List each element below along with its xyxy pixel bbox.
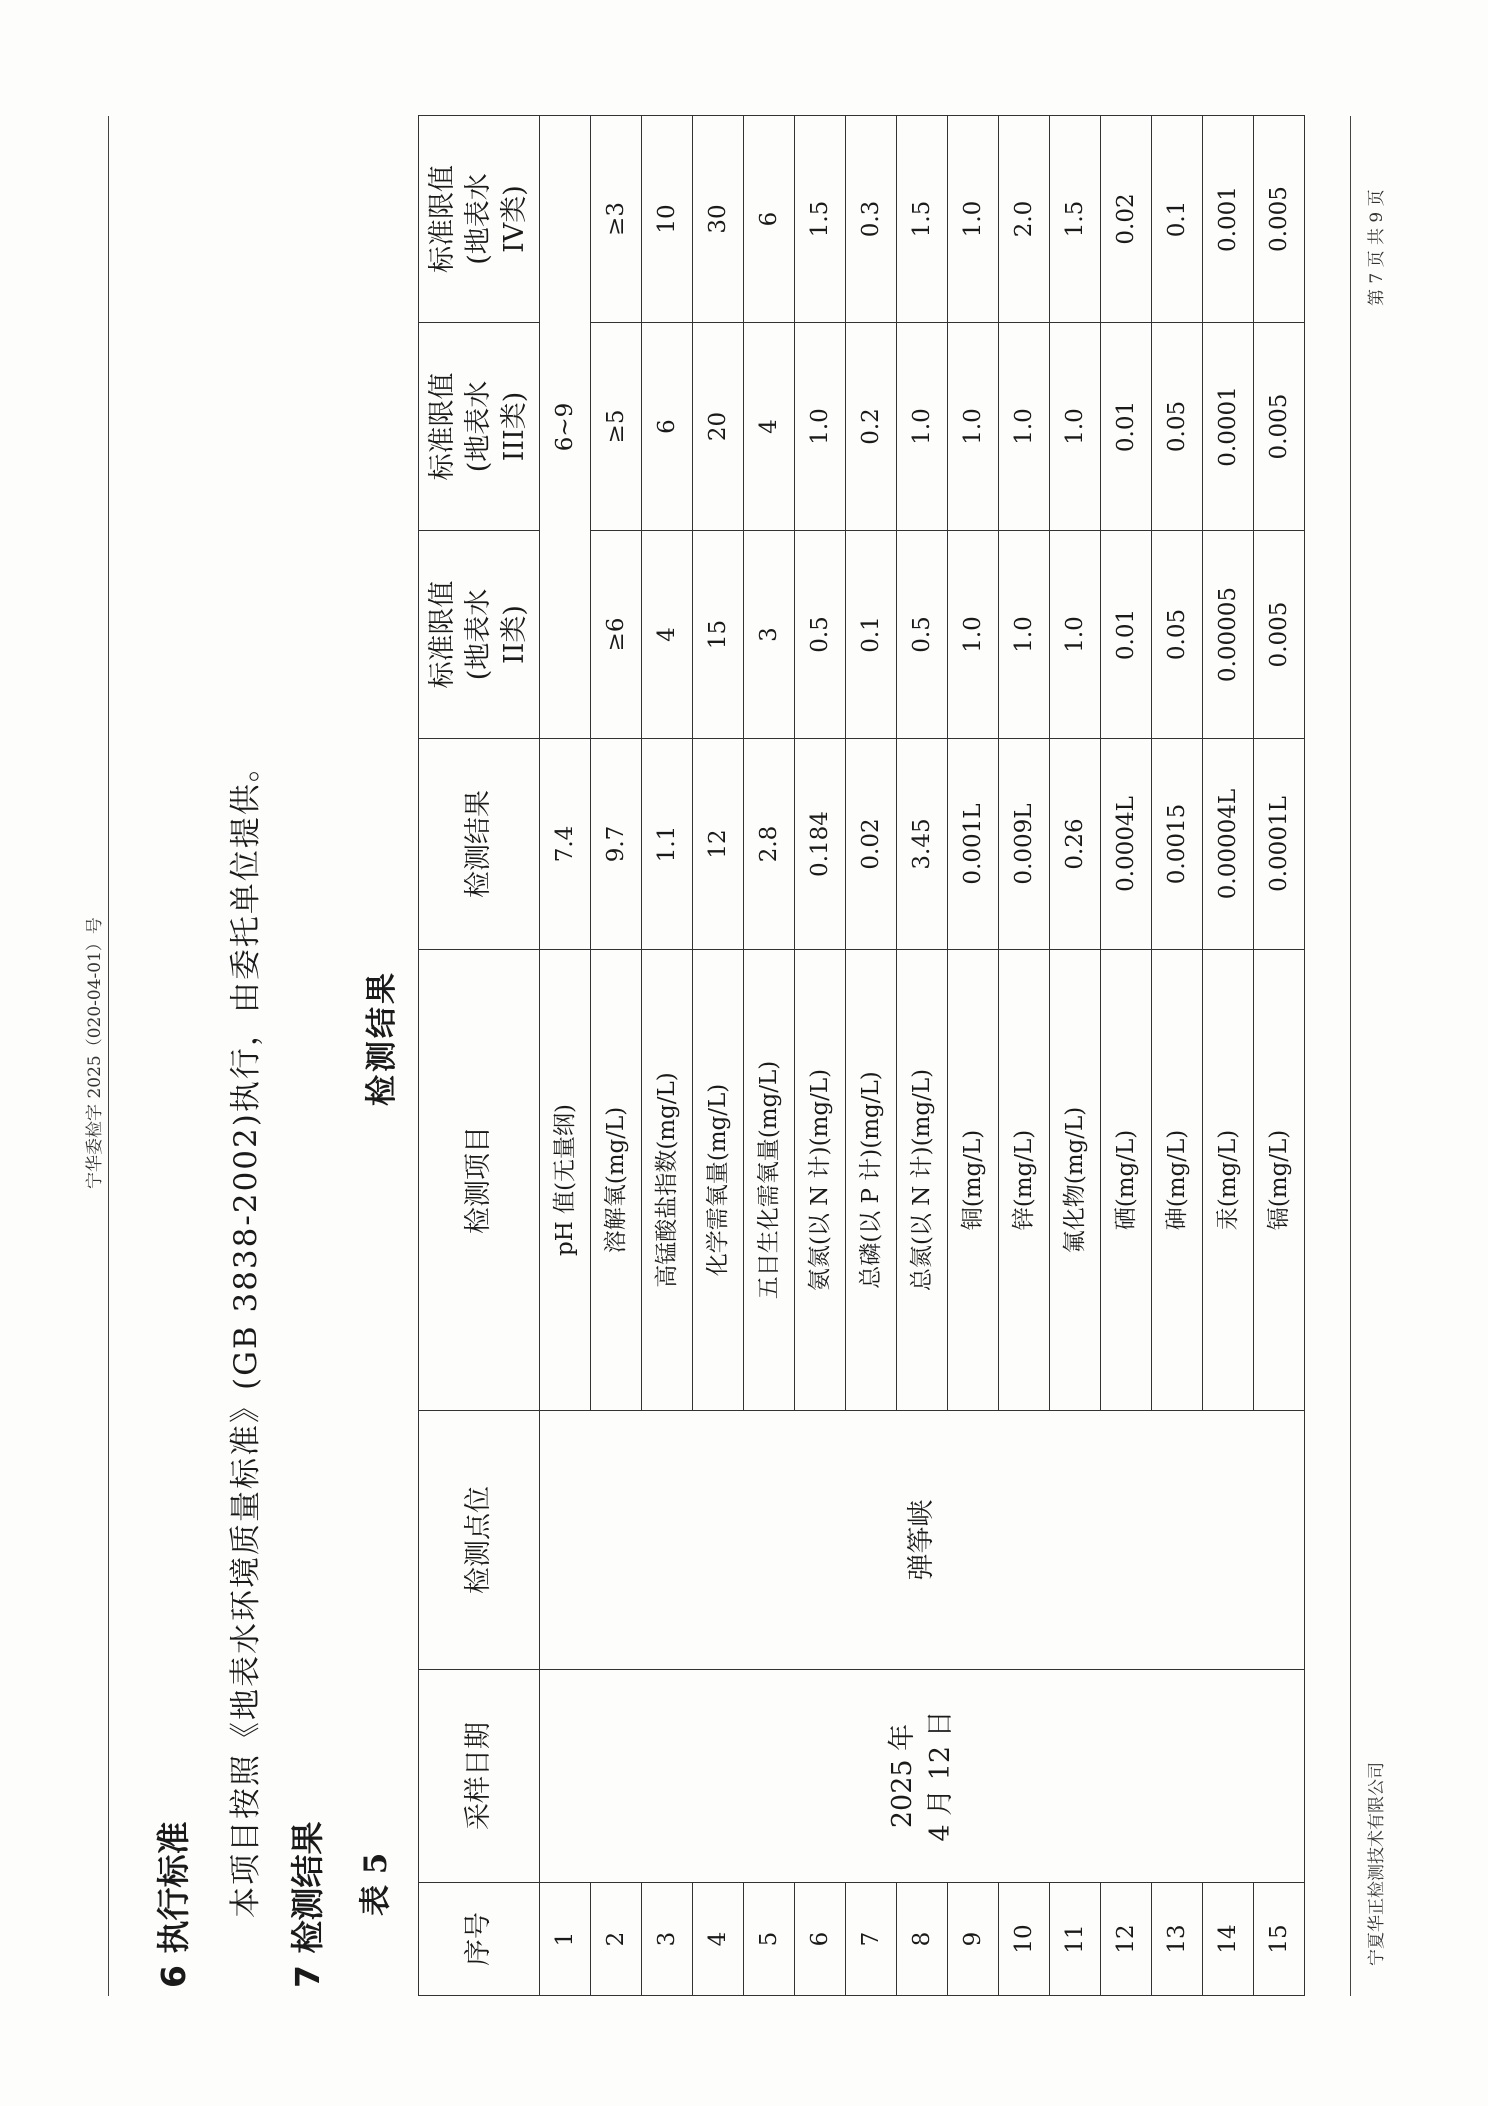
col-header-result: 检测结果: [419, 739, 540, 950]
limit-class-ii: 15: [693, 531, 744, 739]
test-item: 氨氮(以 N 计)(mg/L): [795, 950, 846, 1411]
sampling-point: 弹筝峡: [540, 1411, 1305, 1670]
document-number: 宁华委检字 2025（020-04-01）号: [85, 917, 105, 1189]
limit-class-ii: 0.1: [846, 531, 897, 739]
row-number: 6: [795, 1883, 846, 1996]
test-item: 硒(mg/L): [1101, 950, 1152, 1411]
limit-class-iii: 20: [693, 323, 744, 531]
table-title: 检测结果: [364, 970, 400, 1106]
test-result: 3.45: [897, 739, 948, 950]
limit-class-iv: 10: [642, 116, 693, 323]
limit-class-iv: 2.0: [999, 116, 1050, 323]
test-item: 铜(mg/L): [948, 950, 999, 1411]
limit-class-iii: 0.2: [846, 323, 897, 531]
test-result: 0.02: [846, 739, 897, 950]
limit-class-ii: 3: [744, 531, 795, 739]
footer-page-number: 第 7 页 共 9 页: [1367, 189, 1387, 306]
row-number: 11: [1050, 1883, 1101, 1996]
limit-class-ii: 1.0: [948, 531, 999, 739]
table-row: [540, 116, 591, 1996]
test-result: 1.1: [642, 739, 693, 950]
limit-class-iii: 1.0: [948, 323, 999, 531]
row-number: 8: [897, 1883, 948, 1996]
test-result: 0.184: [795, 739, 846, 950]
section-6-heading: 6 执行标准: [154, 1821, 193, 1988]
results-table: [418, 115, 1305, 1996]
limit-class-iv: 0.3: [846, 116, 897, 323]
limit-class-iii: 1.0: [1050, 323, 1101, 531]
table-body: [540, 116, 1305, 1996]
col-header-no: 序号: [419, 1883, 540, 1996]
row-number: 3: [642, 1883, 693, 1996]
test-item: 锌(mg/L): [999, 950, 1050, 1411]
test-item: 总氮(以 N 计)(mg/L): [897, 950, 948, 1411]
limit-class-ii: 0.00005: [1203, 531, 1254, 739]
limit-class-iv: 0.02: [1101, 116, 1152, 323]
limit-class-iii: 1.0: [897, 323, 948, 531]
table-label: 表 5: [358, 1852, 394, 1916]
section-7-heading: 7 检测结果: [288, 1821, 327, 1988]
test-result: 0.0004L: [1101, 739, 1152, 950]
limit-class-iv: 0.1: [1152, 116, 1203, 323]
row-number: 7: [846, 1883, 897, 1996]
table-header-row: [419, 116, 540, 1996]
limit-class-ii: 0.05: [1152, 531, 1203, 739]
test-item: 五日生化需氧量(mg/L): [744, 950, 795, 1411]
limit-class-iv: 1.0: [948, 116, 999, 323]
limit-class-ii: 1.0: [1050, 531, 1101, 739]
test-result: 0.0015: [1152, 739, 1203, 950]
test-item: 汞(mg/L): [1203, 950, 1254, 1411]
limit-class-iv: 1.5: [795, 116, 846, 323]
limit-class-ii: 0.5: [897, 531, 948, 739]
row-number: 5: [744, 1883, 795, 1996]
row-number: 10: [999, 1883, 1050, 1996]
limit-class-ii: 0.005: [1254, 531, 1305, 739]
limit-class-ii: 0.01: [1101, 531, 1152, 739]
limit-class-iii: 0.01: [1101, 323, 1152, 531]
test-result: 12: [693, 739, 744, 950]
row-number: 4: [693, 1883, 744, 1996]
section-6-text: 本项目按照《地表水环境质量标准》(GB 3838-2002)执行，由委托单位提供。: [228, 749, 264, 1918]
col-header-item: 检测项目: [419, 950, 540, 1411]
col-header-class-iv: 标准限值 (地表水 IV类): [419, 116, 540, 323]
row-number: 9: [948, 1883, 999, 1996]
footer-rule: [1350, 116, 1351, 1996]
test-result: 2.8: [744, 739, 795, 950]
footer-company: 宁夏华正检测技术有限公司: [1367, 1762, 1387, 1966]
test-item: 总磷(以 P 计)(mg/L): [846, 950, 897, 1411]
test-result: 9.7: [591, 739, 642, 950]
test-item: 高锰酸盐指数(mg/L): [642, 950, 693, 1411]
limit-class-iv: 1.5: [1050, 116, 1101, 323]
col-header-class-ii: 标准限值 (地表水 II类): [419, 531, 540, 739]
ph-standard-range: 6~9: [540, 116, 591, 739]
limit-class-ii: 1.0: [999, 531, 1050, 739]
limit-class-iii: 0.0001: [1203, 323, 1254, 531]
test-result: 0.00004L: [1203, 739, 1254, 950]
limit-class-iv: 6: [744, 116, 795, 323]
limit-class-iv: 0.001: [1203, 116, 1254, 323]
limit-class-iv: 1.5: [897, 116, 948, 323]
col-header-point: 检测点位: [419, 1411, 540, 1670]
test-item: pH 值(无量纲): [540, 950, 591, 1411]
test-item: 氟化物(mg/L): [1050, 950, 1101, 1411]
limit-class-iii: 0.05: [1152, 323, 1203, 531]
col-header-date: 采样日期: [419, 1670, 540, 1883]
test-item: 镉(mg/L): [1254, 950, 1305, 1411]
row-number: 12: [1101, 1883, 1152, 1996]
test-result: 0.0001L: [1254, 739, 1305, 950]
limit-class-ii: ≥6: [591, 531, 642, 739]
limit-class-iii: 1.0: [795, 323, 846, 531]
test-result: 0.001L: [948, 739, 999, 950]
test-item: 溶解氧(mg/L): [591, 950, 642, 1411]
row-number: 13: [1152, 1883, 1203, 1996]
row-number: 15: [1254, 1883, 1305, 1996]
test-result: 0.26: [1050, 739, 1101, 950]
limit-class-iv: 30: [693, 116, 744, 323]
limit-class-ii: 4: [642, 531, 693, 739]
limit-class-iii: 4: [744, 323, 795, 531]
limit-class-iii: 6: [642, 323, 693, 531]
test-item: 砷(mg/L): [1152, 950, 1203, 1411]
limit-class-ii: 0.5: [795, 531, 846, 739]
limit-class-iv: 0.005: [1254, 116, 1305, 323]
limit-class-iii: 0.005: [1254, 323, 1305, 531]
row-number: 2: [591, 1883, 642, 1996]
row-number: 1: [540, 1883, 591, 1996]
col-header-class-iii: 标准限值 (地表水 III类): [419, 323, 540, 531]
test-result: 7.4: [540, 739, 591, 950]
sampling-date: 2025 年 4 月 12 日: [540, 1670, 1305, 1883]
limit-class-iv: ≥3: [591, 116, 642, 323]
test-item: 化学需氧量(mg/L): [693, 950, 744, 1411]
limit-class-iii: 1.0: [999, 323, 1050, 531]
header-rule: [108, 116, 109, 1996]
row-number: 14: [1203, 1883, 1254, 1996]
test-result: 0.009L: [999, 739, 1050, 950]
limit-class-iii: ≥5: [591, 323, 642, 531]
